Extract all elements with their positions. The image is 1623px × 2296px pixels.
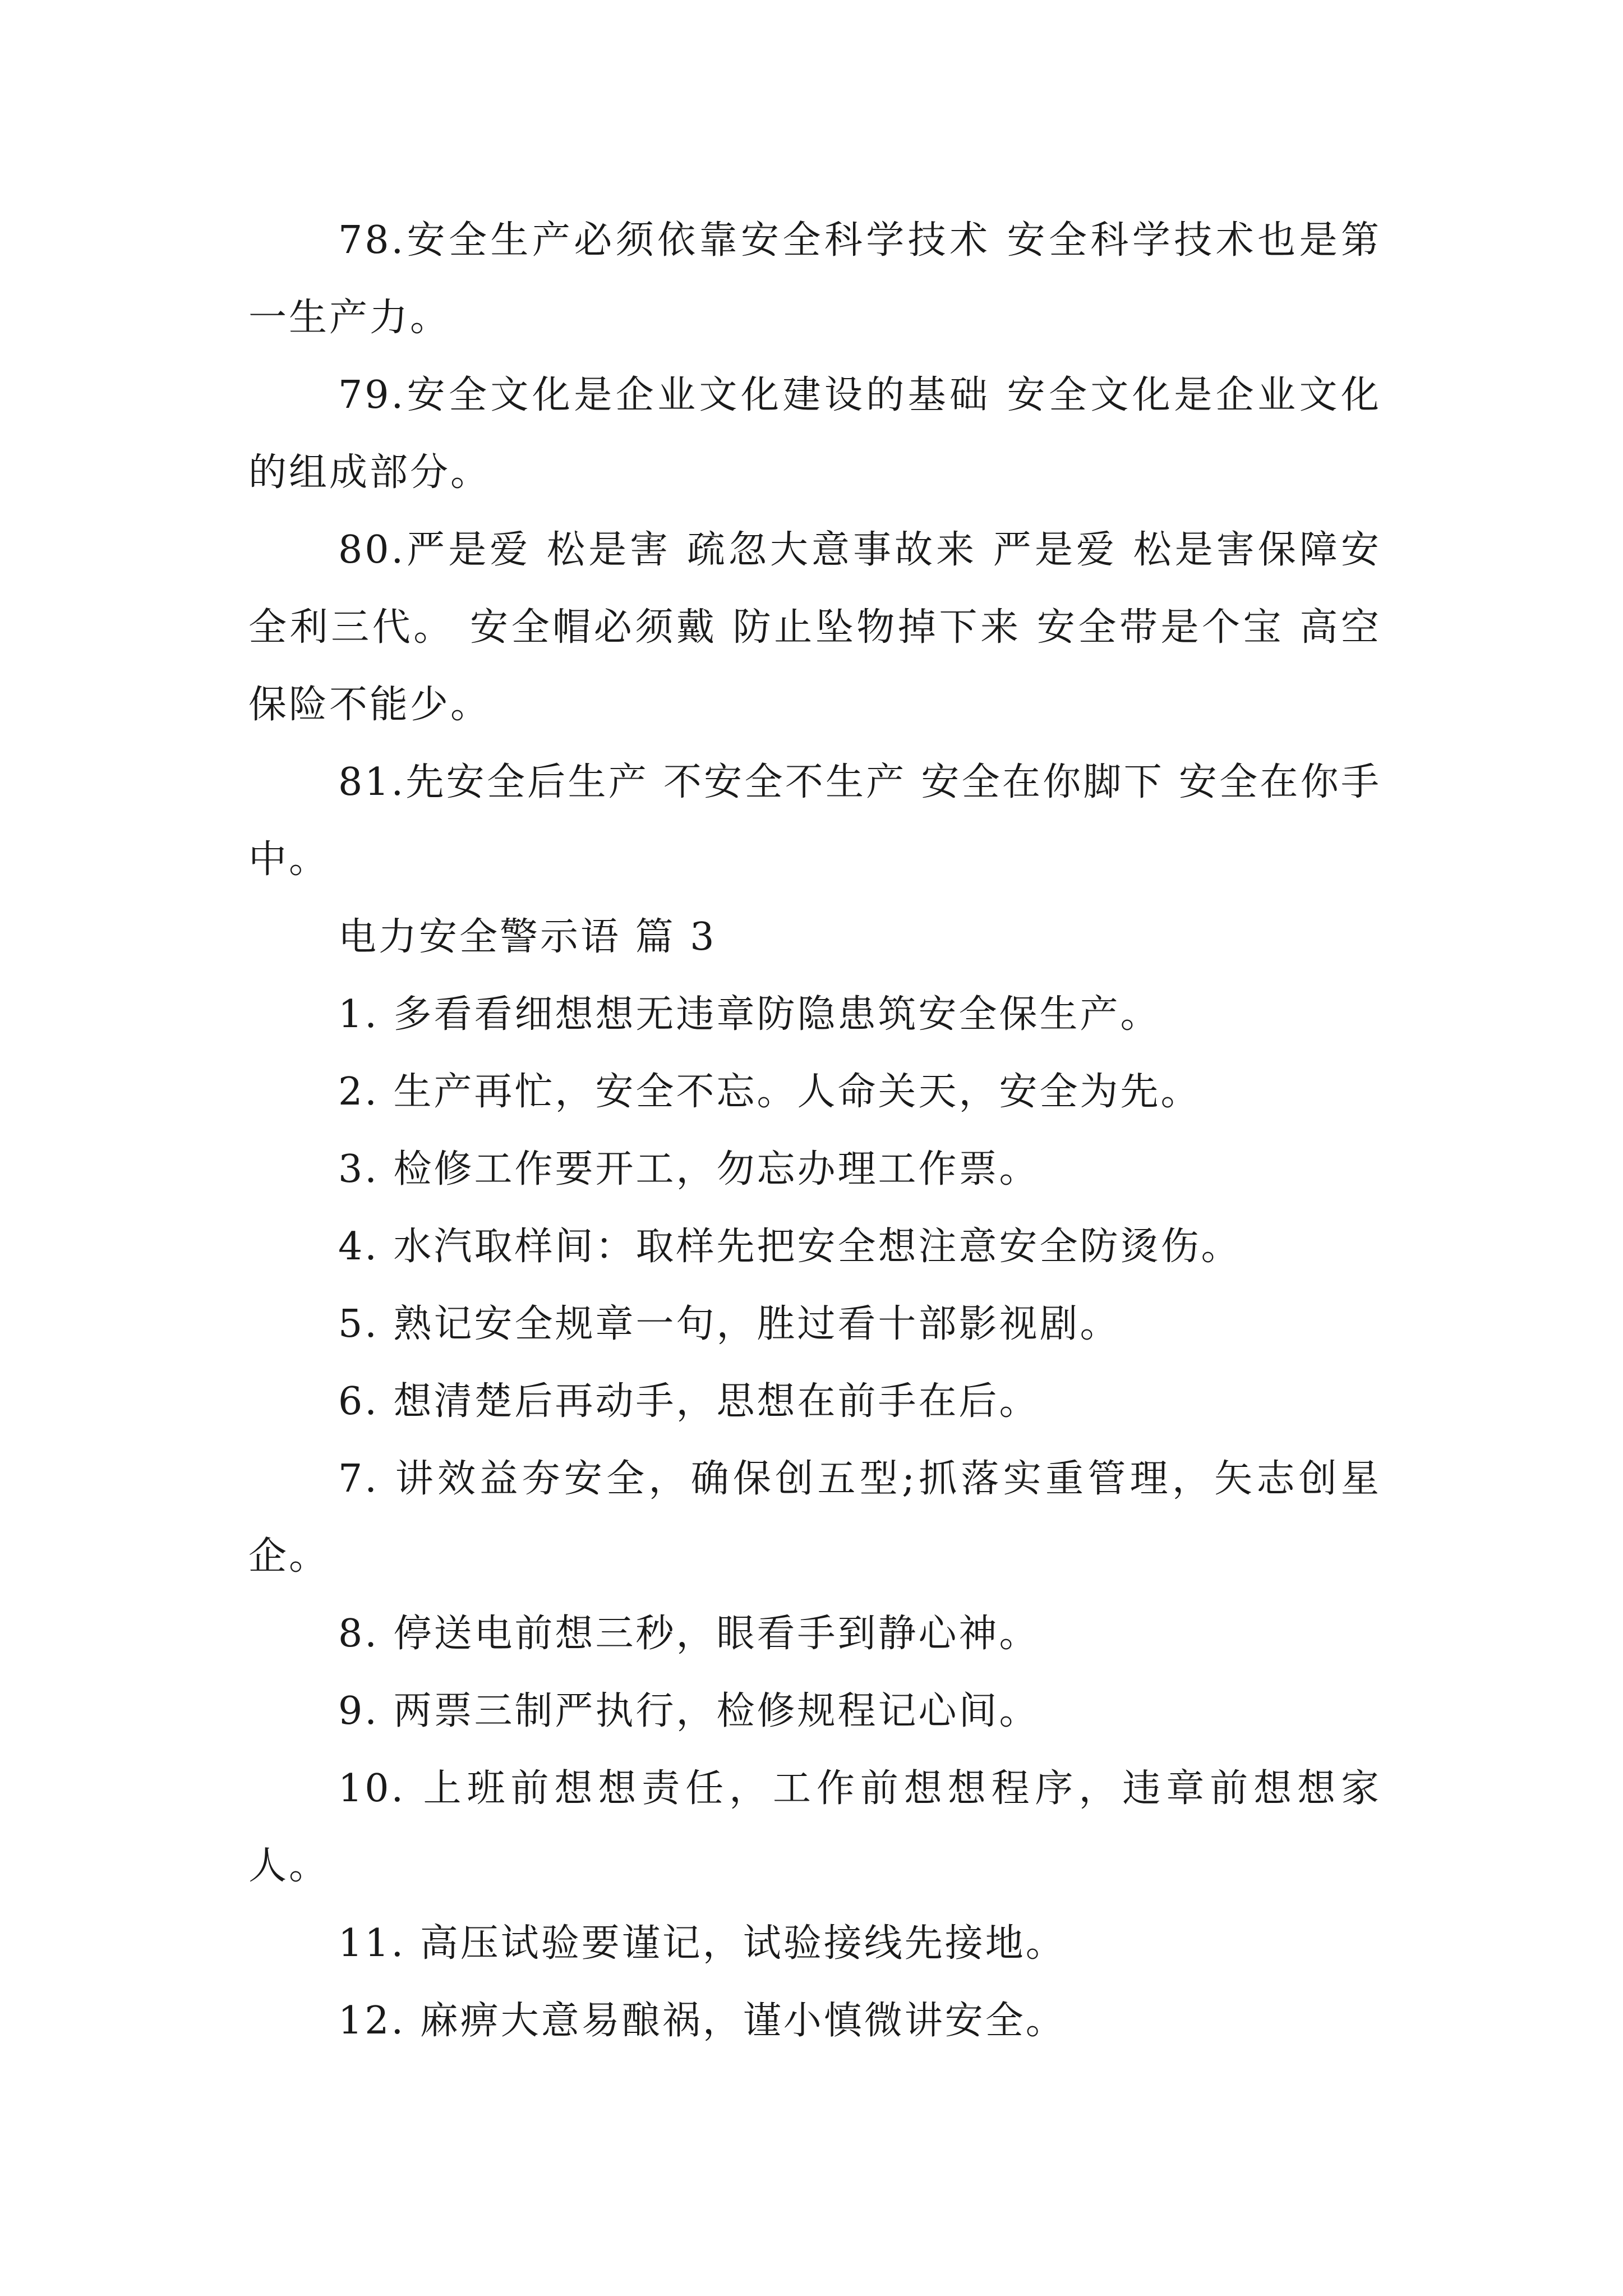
- paragraph-79: 79.安全文化是企业文化建设的基础 安全文化是企业文化的组成部分。: [248, 373, 1381, 495]
- section-heading: 电力安全警示语 篇 3: [338, 915, 717, 959]
- list-item-7: 7. 讲效益夯安全，确保创五型;抓落实重管理，矢志创星企。: [248, 1457, 1381, 1579]
- list-item-1: 1. 多看看细想想无违章防隐患筑安全保生产。: [338, 992, 1161, 1037]
- list-item-9: 9. 两票三制严执行，检修规程记心间。: [338, 1689, 1040, 1733]
- paragraph-80: 80.严是爱 松是害 疏忽大意事故来 严是爱 松是害保障安全利三代。 安全帽必须戴 防止坠物掉下来 安全带是个宝 高空保险不能少。: [248, 528, 1381, 727]
- list-item-12: 12. 麻痹大意易酿祸，谨小慎微讲安全。: [338, 1999, 1066, 2043]
- list-item-2: 2. 生产再忙，安全不忘。人命关天，安全为先。: [338, 1070, 1201, 1114]
- list-item-5: 5. 熟记安全规章一句，胜过看十部影视剧。: [338, 1302, 1121, 1346]
- list-item-4: 4. 水汽取样间：取样先把安全想注意安全防烫伤。: [338, 1225, 1242, 1269]
- document-body: [248, 202, 1381, 2060]
- paragraph-78: 78.安全生产必须依靠安全科学技术 安全科学技术也是第一生产力。: [248, 218, 1381, 340]
- list-item-10: 10. 上班前想想责任，工作前想想程序，违章前想想家人。: [248, 1766, 1381, 1888]
- paragraph-81: 81.先安全后生产 不安全不生产 安全在你脚下 安全在你手中。: [248, 760, 1381, 882]
- list-item-8: 8. 停送电前想三秒，眼看手到静心神。: [338, 1612, 1040, 1656]
- list-item-11: 11. 高压试验要谨记，试验接线先接地。: [338, 1921, 1066, 1966]
- list-item-6: 6. 想清楚后再动手，思想在前手在后。: [338, 1379, 1040, 1424]
- list-item-3: 3. 检修工作要开工，勿忘办理工作票。: [338, 1147, 1040, 1191]
